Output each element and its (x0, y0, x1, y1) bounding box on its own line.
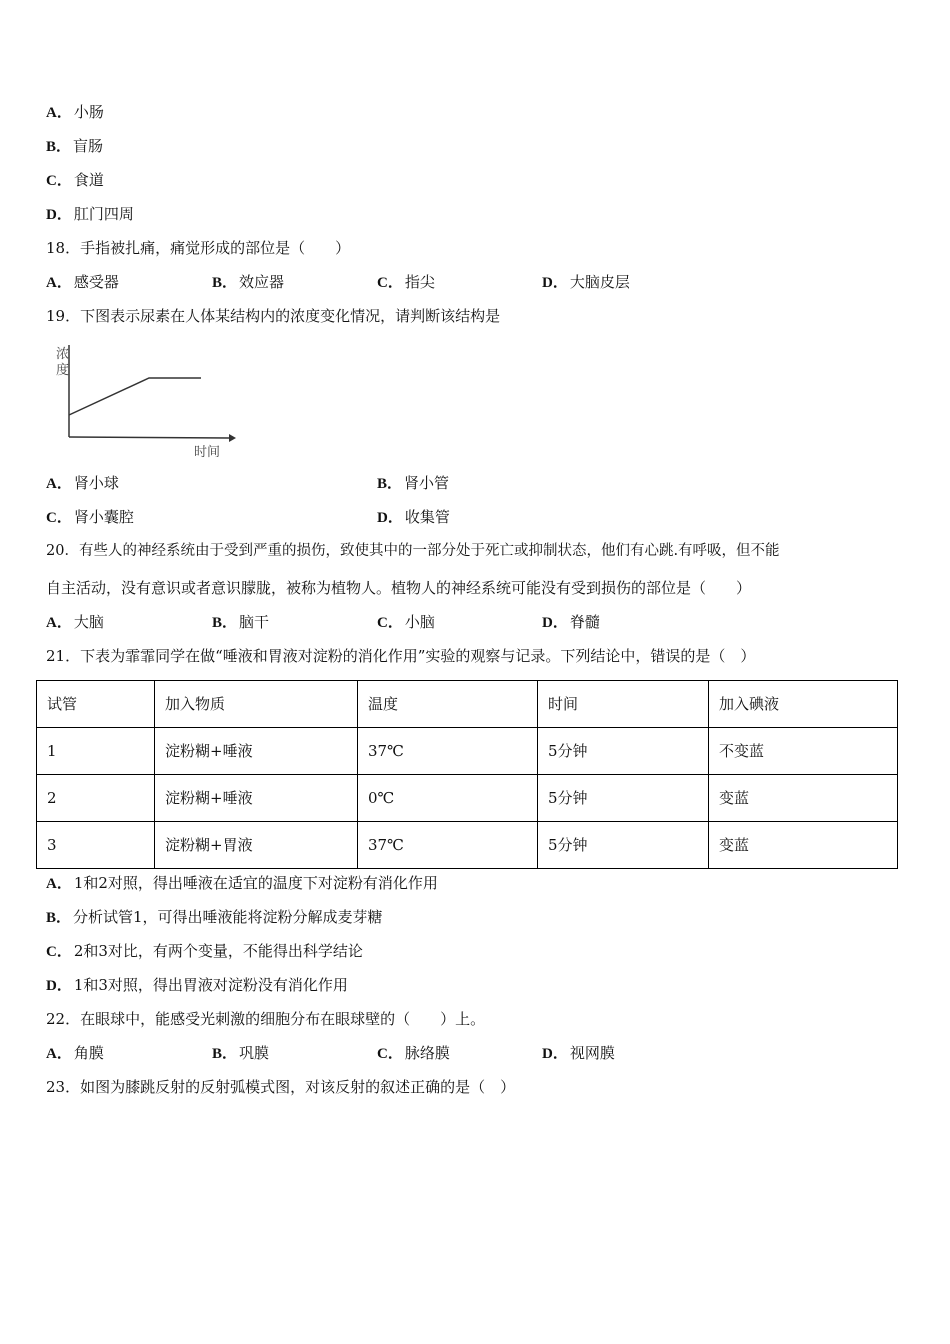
graph-concentration-line (69, 378, 201, 415)
table-row (37, 775, 898, 822)
q23-stem: 23．如图为膝跳反射的反射弧模式图，对该反射的叙述正确的是（ ） (46, 1078, 516, 1096)
table-cell: 0℃ (358, 775, 538, 822)
q18-option-c[interactable]: C． 指尖 (377, 273, 435, 291)
q17-option-b[interactable]: B． 盲肠 (46, 137, 104, 155)
q21-option-c[interactable]: C． 2和3对比，有两个变量，不能得出科学结论 (46, 942, 363, 960)
q21-option-b[interactable]: B． 分析试管1，可得出唾液能将淀粉分解成麦芽糖 (46, 908, 383, 926)
q21-stem: 21．下表为霏霏同学在做“唾液和胃液对淀粉的消化作用”实验的观察与记录。下列结论中，错误的是（ ） (46, 647, 756, 665)
q20-option-b[interactable]: B． 脑干 (212, 613, 270, 631)
table-cell: 2 (37, 775, 155, 822)
q20-option-a[interactable]: A． 大脑 (46, 613, 104, 631)
q19-option-d[interactable]: D． 收集管 (377, 508, 450, 526)
q19-stem: 19．下图表示尿素在人体某结构内的浓度变化情况，请判断该结构是 (46, 307, 501, 325)
q17-option-d[interactable]: D． 肛门四周 (46, 205, 134, 223)
q20-option-d[interactable]: D． 脊髓 (542, 613, 600, 631)
q17-option-a[interactable]: A． 小肠 (46, 103, 104, 121)
q22-stem: 22．在眼球中，能感受光刺激的细胞分布在眼球壁的（ ）上。 (46, 1010, 486, 1028)
urea-concentration-graph (44, 340, 244, 462)
table-cell: 37℃ (358, 822, 538, 869)
table-cell: 变蓝 (709, 775, 898, 822)
q17-option-c[interactable]: C． 食道 (46, 171, 104, 189)
table-cell: 37℃ (358, 728, 538, 775)
table-header-cell: 试管 (37, 681, 155, 728)
table-row (37, 728, 898, 775)
q18-stem: 18．手指被扎痛，痛觉形成的部位是（ ） (46, 239, 351, 257)
table-header-cell: 温度 (358, 681, 538, 728)
table-header-row (37, 681, 898, 728)
table-row (37, 822, 898, 869)
q20-stem-line1: 20．有些人的神经系统由于受到严重的损伤，致使其中的一部分处于死亡或抑制状态，他们有心跳.有呼吸，但不能 (46, 543, 780, 559)
q18-option-d[interactable]: D． 大脑皮层 (542, 273, 630, 291)
table-cell: 淀粉糊+胃液 (155, 822, 358, 869)
table-cell: 1 (37, 728, 155, 775)
q21-option-d[interactable]: D． 1和3对照，得出胃液对淀粉没有消化作用 (46, 976, 348, 994)
q22-option-b[interactable]: B． 巩膜 (212, 1044, 270, 1062)
q22-option-c[interactable]: C． 脉络膜 (377, 1044, 450, 1062)
q21-option-a[interactable]: A． 1和2对照，得出唾液在适宜的温度下对淀粉有消化作用 (46, 874, 438, 892)
graph-ylabel-char1: 浓 (56, 347, 70, 362)
table-cell: 不变蓝 (709, 728, 898, 775)
graph-x-arrow (229, 434, 236, 442)
table-header-cell: 时间 (538, 681, 709, 728)
q18-option-a[interactable]: A． 感受器 (46, 273, 119, 291)
q19-option-c[interactable]: C． 肾小囊腔 (46, 508, 134, 526)
table-cell: 变蓝 (709, 822, 898, 869)
q19-option-a[interactable]: A． 肾小球 (46, 474, 119, 492)
table-cell: 5分钟 (538, 775, 709, 822)
table-header-cell: 加入碘液 (709, 681, 898, 728)
q20-option-c[interactable]: C． 小脑 (377, 613, 435, 631)
table-cell: 淀粉糊+唾液 (155, 775, 358, 822)
table-header-cell: 加入物质 (155, 681, 358, 728)
q20-stem-line2: 自主活动，没有意识或者意识朦胧，被称为植物人。植物人的神经系统可能没有受到损伤的部位是（ ） (46, 579, 752, 597)
q22-option-d[interactable]: D． 视网膜 (542, 1044, 615, 1062)
table-cell: 5分钟 (538, 728, 709, 775)
graph-xlabel: 时间 (194, 445, 221, 460)
graph-ylabel-char2: 度 (56, 363, 70, 378)
table-cell: 3 (37, 822, 155, 869)
q18-option-b[interactable]: B． 效应器 (212, 273, 285, 291)
observation-table (36, 680, 898, 869)
table-cell: 5分钟 (538, 822, 709, 869)
q22-option-a[interactable]: A． 角膜 (46, 1044, 104, 1062)
graph-x-axis (69, 437, 229, 438)
q19-option-b[interactable]: B． 肾小管 (377, 474, 450, 492)
table-cell: 淀粉糊+唾液 (155, 728, 358, 775)
